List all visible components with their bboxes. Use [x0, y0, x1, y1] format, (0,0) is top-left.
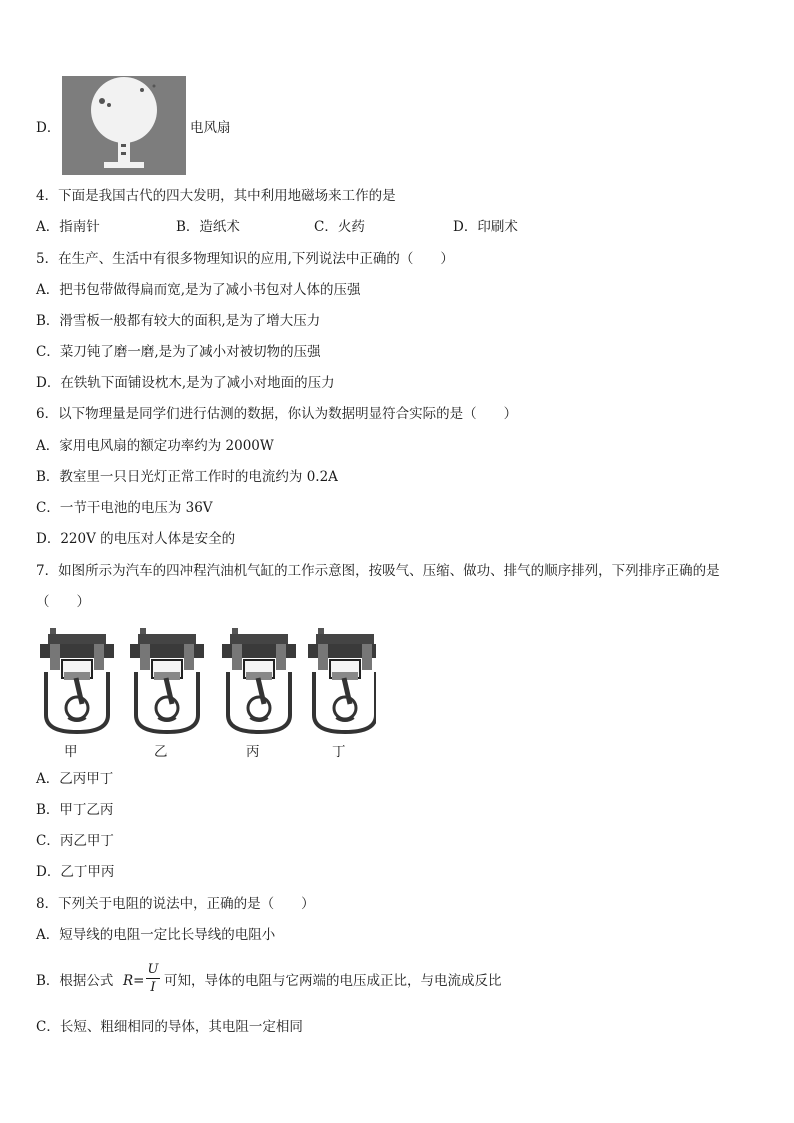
- q4-option-a: A．指南针: [36, 219, 100, 235]
- q5-option-d: D．在铁轨下面铺设枕木,是为了减小对地面的压力: [36, 375, 335, 391]
- q4-option-c: C．火药: [314, 219, 365, 235]
- q7-option-b: B．甲丁乙丙: [36, 802, 114, 818]
- q6-option-c: C．一节干电池的电压为 36V: [36, 500, 213, 516]
- q7-answer-paren: （ ）: [36, 594, 90, 610]
- fraction-denominator: I: [150, 980, 156, 995]
- electric-fan-image: [62, 76, 186, 175]
- q3-option-d-label: D．: [36, 120, 61, 136]
- q6-stem: 6．以下物理量是同学们进行估测的数据，你认为数据明显符合实际的是（ ）: [36, 406, 518, 422]
- q8-option-b-prefix: B．根据公式: [36, 973, 114, 989]
- q7-option-d: D．乙丁甲丙: [36, 864, 115, 880]
- engine-label-jia: 甲: [64, 744, 78, 760]
- q8-formula-fraction: [146, 962, 160, 995]
- q6-option-d: D．220V 的电压对人体是安全的: [36, 531, 236, 547]
- q8-option-a: A．短导线的电阻一定比长导线的电阻小: [36, 927, 276, 943]
- q7-stem: 7．如图所示为汽车的四冲程汽油机气缸的工作示意图，按吸气、压缩、做功、排气的顺序排列，下列排序正确的是: [36, 563, 720, 579]
- q5-stem: 5．在生产、生活中有很多物理知识的应用,下列说法中正确的（ ）: [36, 251, 454, 267]
- q5-option-a: A．把书包带做得扁而宽,是为了减小书包对人体的压强: [36, 282, 361, 298]
- engine-label-ding: 丁: [332, 744, 346, 760]
- q6-option-a: A．家用电风扇的额定功率约为 2000W: [36, 438, 274, 454]
- q7-option-c: C．丙乙甲丁: [36, 833, 114, 849]
- q8-option-b-text: 可知，导体的电阻与它两端的电压成正比，与电流成反比: [164, 973, 502, 989]
- fraction-numerator: U: [147, 962, 159, 977]
- q8-option-c: C．长短、粗细相同的导体，其电阻一定相同: [36, 1019, 303, 1035]
- q4-option-b: B．造纸术: [176, 219, 240, 235]
- fraction-bar: [146, 978, 160, 979]
- q5-option-b: B．滑雪板一般都有较大的面积,是为了增大压力: [36, 313, 321, 329]
- engine-label-bing: 丙: [246, 744, 260, 760]
- engine-stroke-diagrams: [36, 620, 376, 760]
- q8-stem: 8．下列关于电阻的说法中，正确的是（ ）: [36, 896, 315, 912]
- q7-option-a: A．乙丙甲丁: [36, 771, 114, 787]
- q4-stem: 4．下面是我国古代的四大发明，其中利用地磁场来工作的是: [36, 188, 396, 204]
- engine-label-yi: 乙: [154, 744, 168, 760]
- q8-formula-r: R=: [123, 973, 145, 989]
- q4-option-d: D．印刷术: [453, 219, 518, 235]
- q3-option-d-caption: 电风扇: [190, 120, 231, 136]
- q6-option-b: B．教室里一只日光灯正常工作时的电流约为 0.2A: [36, 469, 338, 485]
- q5-option-c: C．菜刀钝了磨一磨,是为了减小对被切物的压强: [36, 344, 321, 360]
